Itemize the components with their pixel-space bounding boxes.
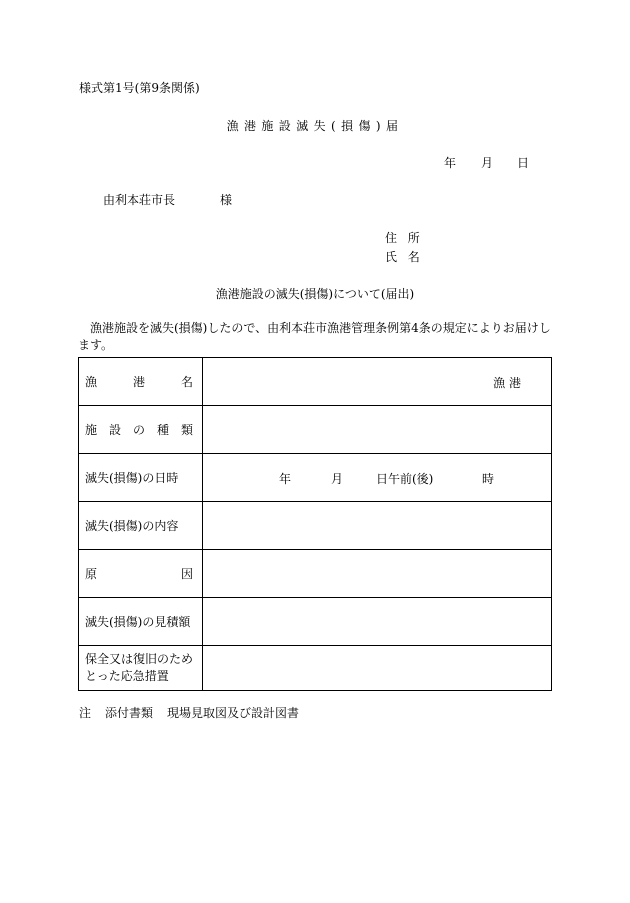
estimate-field[interactable] (203, 598, 552, 646)
form-title: 漁港施設滅失(損傷)届 (226, 119, 404, 133)
facility-type-field[interactable] (203, 406, 552, 454)
emergency-measures-label: 保全又は復旧のためとった応急措置 (79, 646, 203, 691)
note-prefix: 注 (79, 706, 92, 720)
estimate-label: 滅失(損傷)の見積額 (79, 598, 203, 646)
table-row (79, 358, 552, 406)
content-label: 滅失(損傷)の内容 (79, 502, 203, 550)
date-year-label: 年 (444, 156, 457, 170)
datetime-label: 滅失(損傷)の日時 (79, 454, 203, 502)
note-documents: 現場見取図及び設計図書 (167, 706, 300, 720)
emergency-measures-field[interactable] (203, 646, 552, 691)
form-number: 様式第1号(第9条関係) (79, 81, 200, 95)
table-row (79, 646, 552, 691)
table-row (79, 406, 552, 454)
note (79, 706, 299, 720)
subject-line: 漁港施設の滅失(損傷)について(届出) (215, 287, 415, 301)
datetime-day-ampm-label: 日午前(後) (376, 472, 434, 486)
harbor-name-field[interactable] (203, 358, 552, 406)
table-row (79, 454, 552, 502)
cause-label: 原 因 (79, 550, 203, 598)
datetime-year-label: 年 (279, 472, 292, 486)
applicant-address-label: 住所 (385, 231, 431, 245)
date-day-label: 日 (517, 156, 530, 170)
report-table (78, 357, 552, 691)
table-row (79, 598, 552, 646)
date-month-label: 月 (481, 156, 494, 170)
datetime-month-label: 月 (331, 472, 344, 486)
table-row (79, 502, 552, 550)
statement-paragraph: 漁港施設を滅失(損傷)したので、由利本荘市漁港管理条例第4条の規定によりお届けします。 (78, 321, 551, 352)
addressee-honorific: 様 (220, 193, 233, 207)
cause-field[interactable] (203, 550, 552, 598)
table-row (79, 550, 552, 598)
note-label: 添付書類 (105, 706, 154, 720)
harbor-name-label: 漁 港 名 (79, 358, 203, 406)
applicant-name-label: 氏名 (385, 250, 431, 264)
harbor-suffix: 漁 港 (493, 376, 521, 390)
addressee-name: 由利本荘市長 (103, 193, 176, 207)
datetime-hour-label: 時 (482, 472, 495, 486)
content-field[interactable] (203, 502, 552, 550)
facility-type-label: 施 設 の 種 類 (79, 406, 203, 454)
datetime-field[interactable] (203, 454, 552, 502)
